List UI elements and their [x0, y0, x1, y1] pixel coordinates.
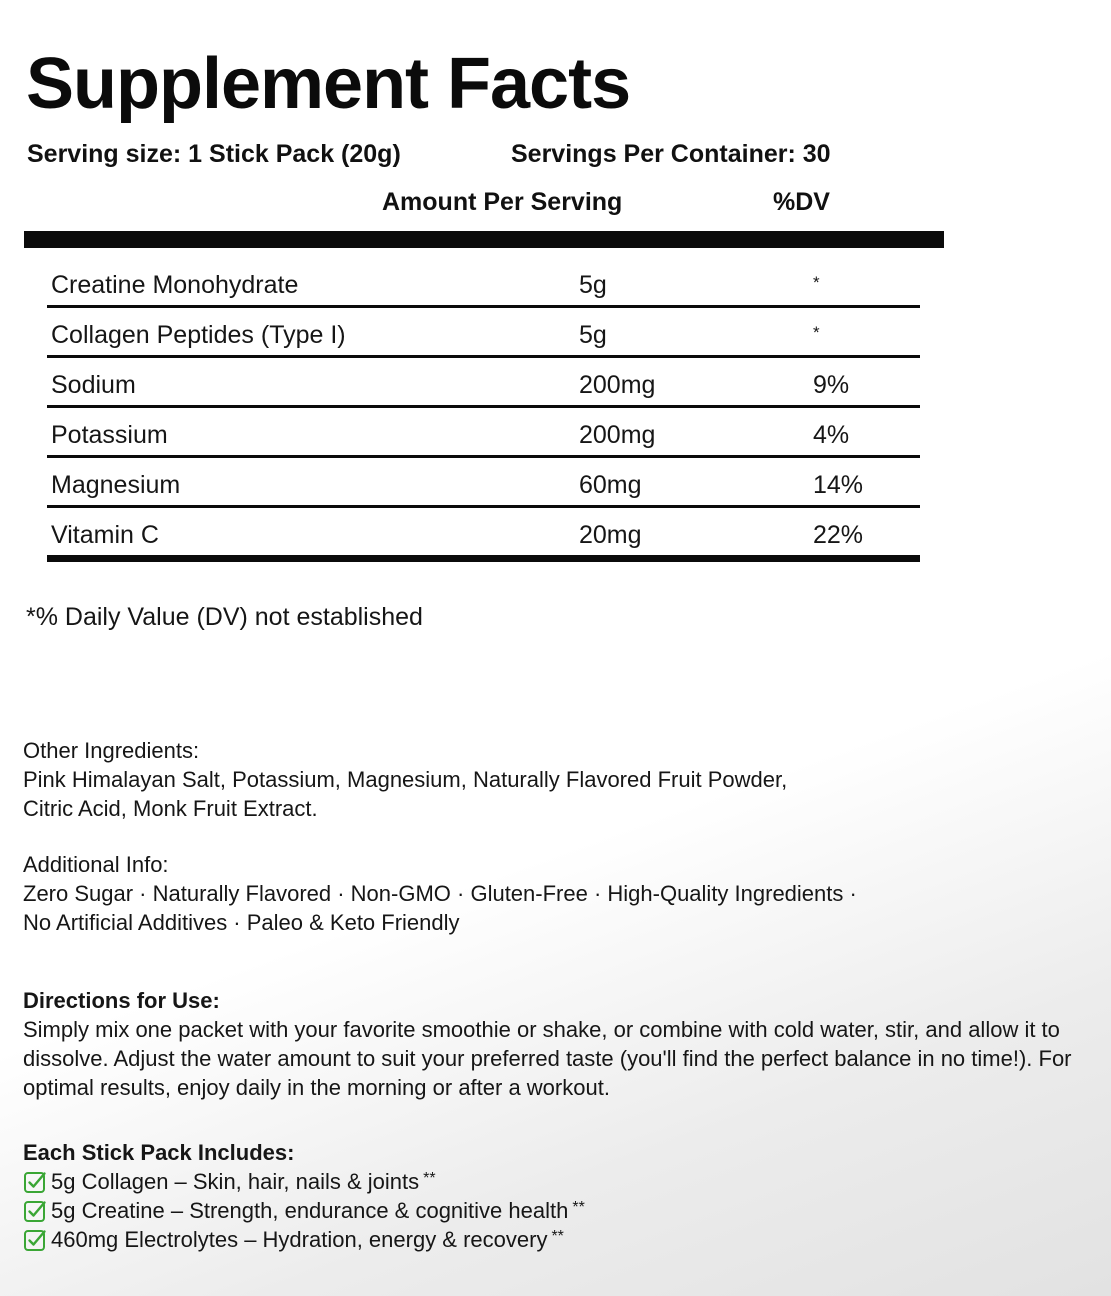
- ingredient-name: Vitamin C: [51, 521, 159, 549]
- directions-heading: Directions for Use:: [23, 988, 220, 1013]
- ingredient-amount: 200mg: [579, 371, 656, 399]
- ingredient-dv: *: [813, 273, 820, 292]
- include-item-note: **: [572, 1199, 585, 1216]
- additional-info-heading: Additional Info:: [23, 852, 169, 877]
- supplement-facts-table: [47, 258, 920, 562]
- include-item-note: **: [423, 1170, 436, 1187]
- table-row: [47, 458, 920, 508]
- page-title: Supplement Facts: [26, 44, 631, 124]
- ingredient-amount: 200mg: [579, 421, 656, 449]
- list-item: [23, 1196, 585, 1225]
- table-row: [47, 508, 920, 562]
- other-ingredients-section: [23, 736, 787, 823]
- header-divider-bar: [24, 231, 944, 248]
- directions-line: dissolve. Adjust the water amount to suit your preferred taste (you'll find the perfect balance in no time!). For: [23, 1046, 1072, 1071]
- ingredient-dv: 22%: [813, 521, 864, 549]
- ingredient-name: Sodium: [51, 371, 136, 399]
- check-box-icon: [23, 1228, 47, 1252]
- directions-line: optimal results, enjoy daily in the morning or after a workout.: [23, 1075, 610, 1100]
- dv-footnote: *% Daily Value (DV) not established: [26, 603, 423, 631]
- table-row: [47, 258, 920, 308]
- additional-info-line: Zero Sugar · Naturally Flavored · Non-GMO · Gluten-Free · High-Quality Ingredients ·: [23, 881, 857, 906]
- other-ingredients-line: Pink Himalayan Salt, Potassium, Magnesium, Naturally Flavored Fruit Powder,: [23, 767, 788, 792]
- ingredient-amount: 20mg: [579, 521, 642, 549]
- ingredient-name: Collagen Peptides (Type I): [51, 321, 346, 349]
- ingredient-amount: 60mg: [579, 471, 642, 499]
- table-row: [47, 358, 920, 408]
- additional-info-section: [23, 850, 857, 937]
- list-item: [23, 1167, 585, 1196]
- ingredient-dv: 9%: [813, 371, 850, 399]
- other-ingredients-heading: Other Ingredients:: [23, 738, 200, 763]
- stick-pack-includes-section: [23, 1138, 585, 1254]
- ingredient-amount: 5g: [579, 321, 607, 349]
- ingredient-name: Creatine Monohydrate: [51, 271, 299, 299]
- include-item-text: 5g Collagen – Skin, hair, nails & joints: [51, 1169, 420, 1194]
- include-item-text: 5g Creatine – Strength, endurance & cognitive health: [51, 1198, 569, 1223]
- ingredient-dv: 4%: [813, 421, 850, 449]
- daily-value-header: %DV: [773, 188, 830, 216]
- directions-section: [23, 986, 1072, 1102]
- ingredient-dv: 14%: [813, 471, 864, 499]
- other-ingredients-line: Citric Acid, Monk Fruit Extract.: [23, 796, 318, 821]
- ingredient-amount: 5g: [579, 271, 607, 299]
- table-row: [47, 308, 920, 358]
- check-box-icon: [23, 1170, 47, 1194]
- includes-heading: Each Stick Pack Includes:: [23, 1140, 295, 1165]
- amount-per-serving-header: Amount Per Serving: [382, 188, 623, 216]
- check-box-icon: [23, 1199, 47, 1223]
- table-row: [47, 408, 920, 458]
- serving-size: Serving size: 1 Stick Pack (20g): [27, 140, 401, 168]
- include-item-note: **: [551, 1228, 564, 1245]
- servings-per-container: Servings Per Container: 30: [511, 140, 831, 168]
- ingredient-name: Magnesium: [51, 471, 181, 499]
- directions-line: Simply mix one packet with your favorite smoothie or shake, or combine with cold water, stir, and allow it to: [23, 1017, 1060, 1042]
- ingredient-name: Potassium: [51, 421, 168, 449]
- additional-info-line: No Artificial Additives · Paleo & Keto Friendly: [23, 910, 460, 935]
- list-item: [23, 1225, 585, 1254]
- include-item-text: 460mg Electrolytes – Hydration, energy & recovery: [51, 1227, 548, 1252]
- ingredient-dv: *: [813, 323, 820, 342]
